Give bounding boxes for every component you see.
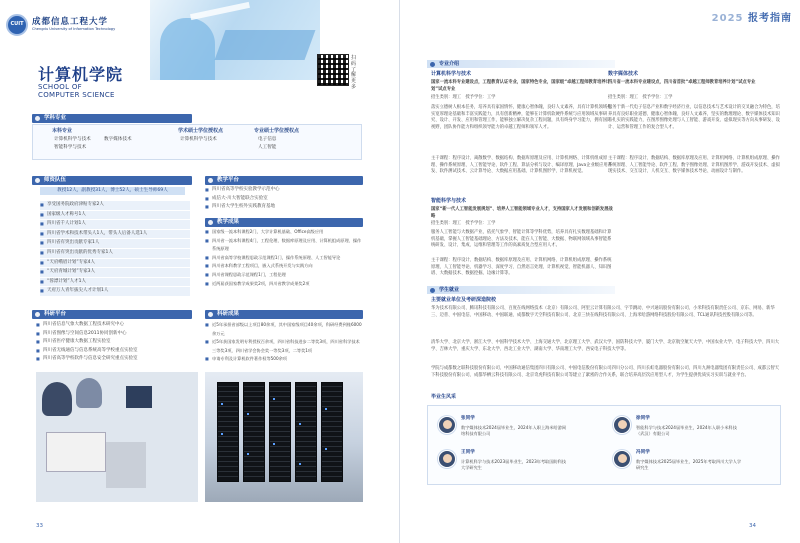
employment-subtitle: 主要就业单位及考研深造院校 (431, 297, 497, 303)
section-employment: 学生就业 (427, 286, 615, 294)
research-platform-list: ■ 四川省信息气象大数据工程技术研究中心 ■ 四川省图像与空间信息2011协同创新中心 ■ 四川省医疗健康大数据工程实验室 ■ 四川省无线通信与信息系统高等学校重点实验室 ■ 四川省高等学校软件与信息安全研究重点实验室 (36, 321, 194, 364)
alumni-name: 王同学 (461, 450, 475, 455)
alumni-title: 毕业生风采 (431, 394, 457, 400)
alumni-box (427, 405, 781, 485)
page-subtitle-en: SCHOOL OF COMPUTER SCIENCE (38, 83, 115, 100)
alumni-avatar (613, 416, 631, 434)
left-page: CUIT 成都信息工程大学 Chengdu University of Information Technology 扫码了解更多 计算机学院 SCHOOL OF COMPUTER SCIENCE 学科专业 本科专业 计算机科学与技术 数字媒体技术 智能科学与技术 学术硕士学位授权点 计算机科学与技术 专业硕士学位授权点 电子信息 人工智能 师资队伍 教授12人，副教授31人，博士52人，硕士生导师69人 ■ 享受国务院政府津贴专家2人 ■ 国家级人才称号1人 ■ 四川省千人计划1人 ■ 四川省学术和技术带头人1人，带头人后备人选1人 ■ 四川省有突出贡献专家1人 ■ 四川省有突出贡献的优秀专家1人 ■ “天府峨眉计划”专家4人 ■ “天府青城计划”专家3人 ■ “蓉漂计划”人才1人 ■ 天府万人青年拔尖人才计划1人 教学平台 ■ 四川省高等学校实验教学示范中心 ■ 成信大-川大智能联合实验室 ■ 四川省大学生校外实践教育基地 教学成果 ■ 国家级一流本科课程2门，大学计算机基础、Office高级应用 ■ 四川省一流本科课程4门，工程伦理、数据库原理及应用、计算机组成原理、操作系统原理 ■ 四川省高等学校课程思政示范课程1门，操作系统原理、人工智能导论 ■ 四川省本科教学工程项目，嵌入式系统开发与实践方向 ■ 四川省课程思政示范课程1门，工程伦理 ■ 近两届获国家教学成果奖2项，四川省教学成果奖2项 科研平台 ■ 四川省信息气象大数据工程技术研究中心 ■ 四川省图像与空间信息2011协同创新中心 ■ 四川省医疗健康大数据工程实验室 ■ 四川省无线通信与信息系统高等学校重点实验室 ■ 四川省高等学校软件与信息安全研究重点实验室 科研成果 ■ 近5年承担省部级以上项目80余项，其中国家级项目40余项，科研经费到账6000余万元 ■ 近5年获国家发明专利授权百余项，四川省科技进步二等奖3项，四川省科学技术三等奖3项，四川省学会协会奖一等奖3项，二等奖1项 ■ 申请专利及计算机软件著作权等500余项 33 (0, 0, 400, 543)
qr-code[interactable] (317, 54, 349, 86)
major-title: 智能科学与技术 (431, 198, 467, 204)
page-number: 33 (36, 523, 43, 530)
alumni-name: 徐同学 (636, 416, 650, 421)
major-title: 数字媒体技术 (608, 71, 639, 77)
hero-image (150, 0, 320, 80)
page-number: 34 (749, 523, 756, 530)
section-research-platform: 科研平台 (32, 310, 192, 319)
university-seal-icon: CUIT (6, 14, 28, 36)
research-results-list: ■ 近5年承担省部级以上项目80余项，其中国家级项目40余项，科研经费到账6000余万元 ■ 近5年获国家发明专利授权百余项，四川省科技进步二等奖3项，四川省科学技术三等奖3项，四川省学会协会奖一等奖3项，二等奖1项 ■ 申请专利及计算机软件著作权等500余项 (205, 321, 363, 364)
alumni-avatar (438, 450, 456, 468)
section-majors: 学科专业 (32, 114, 192, 123)
faculty-summary: 教授12人，副教授31人，博士52人，硕士生导师69人 (40, 187, 185, 195)
alumni-avatar (438, 416, 456, 434)
alumni-name: 冯同学 (636, 450, 650, 455)
section-faculty: 师资队伍 (32, 176, 192, 185)
faculty-list: ■ 享受国务院政府津贴专家2人 ■ 国家级人才称号1人 ■ 四川省千人计划1人 ■ 四川省学术和技术带头人1人，带头人后备人选1人 ■ 四川省有突出贡献专家1人 ■ 四川省有突出贡献的优秀专家1人 ■ “天府峨眉计划”专家4人 ■ “天府青城计划”专家3人 ■ “蓉漂计划”人才1人 ■ 天府万人青年拔尖人才计划1人 (40, 201, 190, 297)
right-page: 2025 报考指南 专业介绍 计算机科学与技术 国家一流本科专业建设点，工程教育认证专业，国家特色专业，国家级“卓越工程师教育培养计划”试点专业 招生类别：理工 授予学位：工学 落实立德树人根本任务，培养具有家国情怀，健康心智体魄，良好人文素养，具有计算机领域扎实宽厚理论基础和丰富实践能力，具有创新精神，能够在计算机软硬件系统与应用领域从事研究、设计、开发、应用和管理工作，能够独立解决复杂工程问题，具有终身学习能力，拥有国际视野，团队协作能力和组织领导能力的卓越工程师和领军人才。 主干课程：程序设计、离散数学、数据结构、数据库原理及应用、计算机网络、计算机组成原理、操作系统原理、人工智能导论、软件工程、算法分析与设计、编译原理、Java企业级应用开发、软件测试技术、云计算导论、大数据应用基础、计算机图形学、计算机视觉。 智能科学与技术 国家“新一代人工智能发展规划”、培养人工智能领域专业人才，支持国家人才发展和创新发展战略 招生类别：理工 授予学位：工学 服务人工智能与大数据产业，依托气象学、智能计算等学科优势，培养具有扎实数理基础和计算机基础，掌握人工智能基础理论、方法及技术，能在人工智能、大数据、物联网领域从事智能系统研发、设计、集成、运维和管理等工作的高素质复合型应用人才。 主干课程：程序设计、数据结构、数据库原理及应用、计算机网络、计算机组成原理、操作系统原理、人工智能导论、机器学习、深度学习、自然语言处理、计算机视觉、智能机器人、知识图谱、大数据技术、数据挖掘、边缘计算等。 数字媒体技术 四川省一流本科专业建设点，四川省首批“卓越工程师教育培养计划”试点专业 招生类别：理工 授予学位：工学 服务于新一代电子信息产业和数字经济行业，以信息技术与艺术设计的交叉融合为特色，培养具有良好职业道德、健康心智体魄、良好人文素养，坚实的数理理论、数字媒体技术知识与扎实的实践能力，在图形图像处理与人工智能、游戏开发、虚拟现实等方向从事研发、设计、运营和管理工作的复合型人才。 主干课程：程序设计、数据结构、数据库原理及应用、计算机网络、计算机组成原理、操作系统原理、人工智能导论、软件工程、数字图像处理、计算机图形学、游戏开发技术、虚拟现实技术、交互设计、人机交互、数字媒体技术导论、动画设计与制作。 学生就业 主要就业单位及考研深造院校 华为技术有限公司、腾讯科技有限公司、百度在线网络技术（北京）有限公司、阿里云计算有限公司、字节跳动、中兴通讯股份有限公司、小米科技有限责任公司、京东、网易、新华三、迈普、中国电信、中国移动、中国联通、成都数字天空科技有限公司、北京三快在线科技有限公司、上海米哈游网络科技股份有限公司、TCL通讯科技控股有限公司等。 清华大学、北京大学、浙江大学、中国科学技术大学、上海交通大学、北京理工大学、武汉大学、国防科技大学、厦门大学、北京航空航天大学、中国农业大学、电子科技大学、四川大学、吉林大学、重庆大学、东北大学、西北工业大学、湖南大学、华南理工大学、西安电子科技大学等。 学院与成都数之联科技股份有限公司、中国移动通信集团四川有限公司、中国电信股份有限公司四川分公司、四川长虹电器股份有限公司、四川九洲电器集团有限责任公司、成都云智天下科技股份有限公司、成都华栖云科技有限公司、北京奇虎科技有限公司等建立了紧密的合作关系，联合培养高层次应用型人才，为学生提供优质实习实训与就业平台。 毕业生风采 张同学 数字媒体技术2024届毕业生，2024年入职上海米哈游网络科技有限公司 王同学 计算机科学与技术2023届毕业生，2023年考取国防科技大学研究生 徐同学 智能科学与技术2024届毕业生，2024年入职小米科技（武汉）有限公司 冯同学 数字媒体技术2025届毕业生，2025年考取四川大学人学研究生 34 (400, 0, 800, 543)
section-major-intro: 专业介绍 (427, 60, 615, 68)
major-group-title: 学术硕士学位授权点 (178, 128, 224, 134)
university-name: 成都信息工程大学 (32, 16, 109, 27)
teaching-achievements-list: ■ 国家级一流本科课程2门，大学计算机基础、Office高级应用 ■ 四川省一流本科课程4门，工程伦理、数据库原理及应用、计算机组成原理、操作系统原理 ■ 四川省高等学校课程思政示范课程1门，操作系统原理、人工智能导论 ■ 四川省本科教学工程项目，嵌入式系统开发与实践方向 ■ 四川省课程思政示范课程1门，工程伦理 ■ 近两届获国家教学成果奖2项，四川省教学成果奖2项 (205, 228, 363, 288)
section-teaching-platform: 教学平台 (205, 176, 363, 185)
lab-photo (36, 372, 198, 502)
major-group-title: 本科专业 (52, 128, 73, 134)
university-name-en: Chengdu University of Information Technology (32, 27, 116, 32)
alumni-name: 张同学 (461, 416, 475, 421)
alumni-avatar (613, 450, 631, 468)
server-room-photo (205, 372, 363, 502)
section-teaching-achievements: 教学成果 (205, 218, 363, 227)
teaching-platform-list: ■ 四川省高等学校实验教学示范中心 ■ 成信大-川大智能联合实验室 ■ 四川省大学生校外实践教育基地 (205, 186, 363, 212)
university-logo (6, 14, 115, 36)
section-research-results: 科研成果 (205, 310, 363, 319)
qr-caption: 扫码了解更多 (351, 55, 357, 90)
header-title: 2025 报考指南 (711, 13, 792, 24)
major-group-title: 专业硕士学位授权点 (254, 128, 300, 134)
page-title: 计算机学院 (38, 65, 124, 84)
major-title: 计算机科学与技术 (431, 71, 472, 77)
